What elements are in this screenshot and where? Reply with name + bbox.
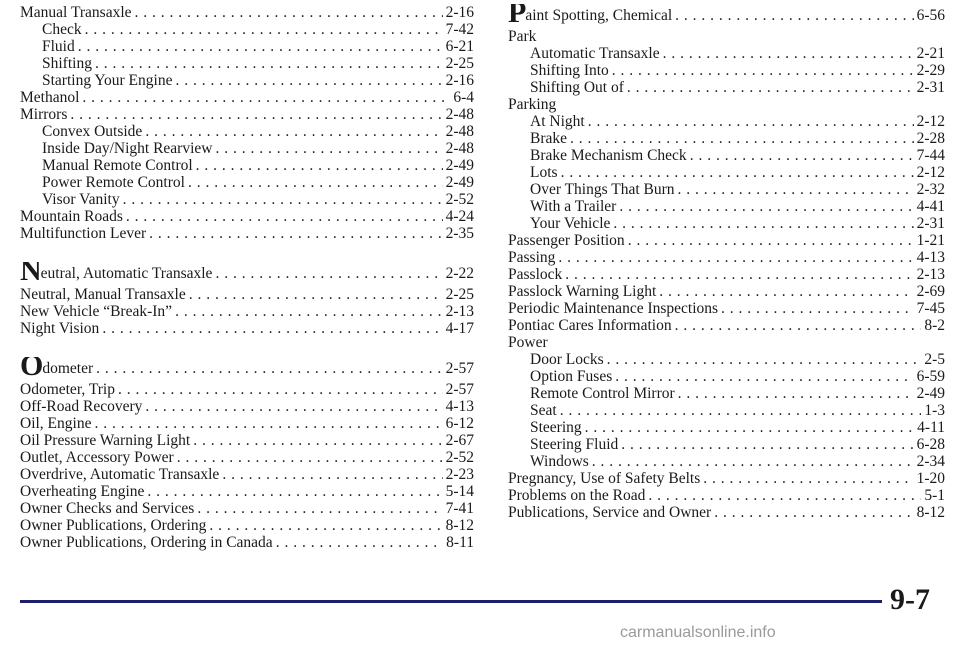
- entry-page-ref[interactable]: 2-12: [916, 164, 945, 181]
- entry-page-ref[interactable]: 8-2: [924, 317, 945, 334]
- entry-page-ref[interactable]: 2-31: [916, 215, 945, 232]
- entry-label-text: Manual Remote Control: [42, 157, 193, 174]
- index-entry[interactable]: [20, 55, 474, 72]
- index-entry[interactable]: [20, 415, 474, 432]
- dot-leader: [561, 164, 914, 181]
- index-entry[interactable]: [508, 470, 945, 487]
- entry-label-text: Over Things That Burn: [530, 181, 675, 198]
- entry-label: [42, 72, 172, 89]
- entry-page-ref[interactable]: 2-49: [916, 385, 945, 402]
- entry-page-ref[interactable]: 2-16: [445, 72, 474, 89]
- entry-label: [20, 286, 186, 303]
- dot-leader: [147, 483, 442, 500]
- entry-label-text: Mirrors: [20, 106, 68, 123]
- entry-page-ref[interactable]: 2-5: [924, 351, 945, 368]
- entry-label-text: Owner Checks and Services: [20, 500, 195, 517]
- entry-page-ref[interactable]: 6-59: [916, 368, 945, 385]
- entry-label: [20, 225, 146, 242]
- entry-label-text: Steering: [530, 419, 582, 436]
- entry-label-text: With a Trailer: [530, 198, 617, 215]
- entry-label: [508, 283, 656, 300]
- entry-label-text: Oil, Engine: [20, 415, 92, 432]
- index-column-left: [20, 4, 474, 551]
- entry-page-ref[interactable]: 2-49: [445, 174, 474, 191]
- index-entry[interactable]: [20, 208, 474, 225]
- dot-leader: [621, 436, 913, 453]
- dot-leader: [145, 123, 442, 140]
- entry-label-text: Night Vision: [20, 320, 100, 337]
- dot-leader: [612, 62, 914, 79]
- entry-label-text: Publications, Service and Owner: [508, 504, 712, 521]
- entry-label-text: Off-Road Recovery: [20, 398, 143, 415]
- section-initial: N: [20, 262, 41, 286]
- dot-leader: [588, 113, 914, 130]
- entry-label: [20, 357, 93, 381]
- entry-label: [20, 320, 99, 337]
- section-gap: [20, 242, 474, 262]
- index-entry[interactable]: [20, 466, 474, 483]
- entry-label-text: Inside Day/Night Rearview: [42, 140, 213, 157]
- entry-label-text: Outlet, Accessory Power: [20, 449, 174, 466]
- entry-label-text: Overdrive, Automatic Transaxle: [20, 466, 220, 483]
- entry-label-text: Shifting: [42, 55, 92, 72]
- entry-label: [508, 96, 556, 113]
- index-entry[interactable]: [20, 225, 474, 242]
- entry-label: [42, 174, 185, 191]
- entry-label-text: Park: [508, 28, 537, 45]
- index-entry[interactable]: [20, 517, 474, 534]
- index-entry[interactable]: [20, 432, 474, 449]
- entry-label-text: eutral, Automatic Transaxle: [40, 265, 213, 282]
- index-entry[interactable]: [508, 368, 945, 385]
- index-entry[interactable]: [508, 164, 945, 181]
- dot-leader: [175, 72, 442, 89]
- entry-page-ref[interactable]: 2-57: [445, 360, 474, 377]
- entry-label: [20, 208, 123, 225]
- index-entry[interactable]: [508, 215, 945, 232]
- entry-label: [42, 157, 193, 174]
- index-entry[interactable]: [20, 191, 474, 208]
- entry-label: [20, 4, 132, 21]
- index-entry[interactable]: [20, 157, 474, 174]
- dot-leader: [85, 21, 443, 38]
- entry-label: [508, 249, 555, 266]
- dot-leader: [592, 453, 914, 470]
- section-initial: P: [508, 4, 526, 28]
- entry-label: [42, 191, 120, 208]
- index-entry[interactable]: [508, 300, 945, 317]
- entry-page-ref[interactable]: 8-12: [916, 504, 945, 521]
- dot-leader: [215, 140, 442, 157]
- dot-leader: [135, 4, 443, 21]
- section-initial: O: [20, 357, 43, 381]
- entry-page-ref[interactable]: 7-41: [445, 500, 474, 517]
- entry-label-text: Fluid: [42, 38, 75, 55]
- index-entry[interactable]: [20, 123, 474, 140]
- entry-label-text: aint Spotting, Chemical: [525, 7, 673, 24]
- dot-leader: [714, 504, 913, 521]
- index-column-right: [508, 4, 945, 521]
- entry-page-ref[interactable]: 7-44: [916, 147, 945, 164]
- entry-label-text: Shifting Into: [530, 62, 609, 79]
- entry-label: [508, 4, 672, 28]
- dot-leader: [565, 266, 913, 283]
- dot-leader: [570, 130, 914, 147]
- entry-label: [508, 28, 536, 45]
- index-entry[interactable]: [20, 106, 474, 123]
- entry-page-ref[interactable]: 2-21: [916, 45, 945, 62]
- entry-label-text: Visor Vanity: [42, 191, 120, 208]
- entry-label-text: Passlock Warning Light: [508, 283, 657, 300]
- entry-label-text: Steering Fluid: [530, 436, 619, 453]
- entry-label: [530, 147, 687, 164]
- index-entry[interactable]: [20, 21, 474, 38]
- dot-leader: [94, 415, 442, 432]
- entry-label: [508, 317, 672, 334]
- dot-leader: [193, 432, 442, 449]
- entry-label: [20, 483, 144, 500]
- entry-page-ref[interactable]: 2-22: [445, 265, 474, 282]
- dot-leader: [102, 320, 442, 337]
- entry-label-text: Pregnancy, Use of Safety Belts: [508, 470, 701, 487]
- index-entry[interactable]: [508, 504, 945, 521]
- entry-label-text: Convex Outside: [42, 123, 143, 140]
- index-entry[interactable]: [508, 62, 945, 79]
- entry-label-text: Manual Transaxle: [20, 4, 132, 21]
- section-gap: [20, 337, 474, 357]
- entry-label-text: Oil Pressure Warning Light: [20, 432, 191, 449]
- index-entry[interactable]: [508, 317, 945, 334]
- entry-label: [20, 415, 91, 432]
- entry-label-text: Power: [508, 334, 548, 351]
- entry-page-ref[interactable]: 6-21: [445, 38, 474, 55]
- index-entry[interactable]: [20, 4, 474, 21]
- index-entry[interactable]: [508, 351, 945, 368]
- entry-label: [20, 534, 273, 551]
- entry-label: [530, 215, 610, 232]
- index-entry[interactable]: [508, 283, 945, 300]
- entry-page-ref[interactable]: 4-17: [445, 320, 474, 337]
- entry-page-ref[interactable]: 1-20: [916, 470, 945, 487]
- entry-label: [42, 123, 142, 140]
- entry-label-text: Remote Control Mirror: [530, 385, 675, 402]
- entry-label: [20, 449, 174, 466]
- entry-label: [530, 113, 585, 130]
- entry-label: [20, 432, 190, 449]
- index-entry[interactable]: [508, 4, 945, 28]
- index-entry[interactable]: [20, 89, 474, 106]
- index-entry[interactable]: [508, 147, 945, 164]
- entry-label-text: Your Vehicle: [530, 215, 611, 232]
- entry-page-ref[interactable]: 2-49: [445, 157, 474, 174]
- entry-page-ref[interactable]: 2-25: [445, 55, 474, 72]
- entry-label: [20, 466, 219, 483]
- entry-label-text: Overheating Engine: [20, 483, 145, 500]
- entry-label: [508, 504, 711, 521]
- entry-label: [530, 79, 624, 96]
- entry-label-text: At Night: [530, 113, 585, 130]
- footer-rule: [20, 600, 882, 603]
- dot-leader: [118, 381, 443, 398]
- entry-label-text: Brake Mechanism Check: [530, 147, 687, 164]
- entry-page-ref[interactable]: 7-45: [916, 300, 945, 317]
- entry-page-ref[interactable]: 2-57: [445, 381, 474, 398]
- entry-label-text: Lots: [530, 164, 558, 181]
- entry-label-text: Check: [42, 21, 82, 38]
- dot-leader: [678, 385, 914, 402]
- dot-leader: [196, 157, 443, 174]
- index-entry[interactable]: [508, 232, 945, 249]
- entry-label-text: Seat: [530, 402, 557, 419]
- dot-leader: [189, 286, 443, 303]
- entry-label: [42, 55, 92, 72]
- entry-label: [530, 45, 660, 62]
- entry-page-ref[interactable]: 2-67: [445, 432, 474, 449]
- entry-page-ref[interactable]: 2-32: [916, 181, 945, 198]
- entry-label: [530, 198, 616, 215]
- index-entry[interactable]: [508, 453, 945, 470]
- entry-label: [508, 300, 718, 317]
- entry-label-text: Methanol: [20, 89, 80, 106]
- dot-leader: [145, 398, 442, 415]
- dot-leader: [628, 232, 914, 249]
- entry-page-ref[interactable]: 5-14: [445, 483, 474, 500]
- entry-page-ref[interactable]: 6-56: [916, 7, 945, 24]
- entry-label-text: Power Remote Control: [42, 174, 185, 191]
- entry-label: [20, 398, 142, 415]
- index-entry[interactable]: [508, 113, 945, 130]
- entry-label-text: Passenger Position: [508, 232, 625, 249]
- dot-leader: [721, 300, 914, 317]
- index-entry[interactable]: [20, 500, 474, 517]
- dot-leader: [558, 249, 913, 266]
- index-entry[interactable]: [20, 357, 474, 381]
- dot-leader: [188, 174, 443, 191]
- dot-leader: [175, 303, 443, 320]
- entry-page-ref[interactable]: 7-42: [445, 21, 474, 38]
- entry-label-text: Shifting Out of: [530, 79, 624, 96]
- entry-label-text: Odometer, Trip: [20, 381, 115, 398]
- dot-leader: [126, 208, 443, 225]
- index-entry[interactable]: [20, 174, 474, 191]
- entry-page-ref[interactable]: 8-12: [445, 517, 474, 534]
- entry-label-text: Mountain Roads: [20, 208, 123, 225]
- entry-label-text: Passing: [508, 249, 556, 266]
- entry-label-text: Owner Publications, Ordering in Canada: [20, 534, 273, 551]
- entry-page-ref[interactable]: 8-11: [446, 534, 474, 551]
- index-entry[interactable]: [508, 419, 945, 436]
- entry-label: [20, 262, 212, 286]
- entry-label: [508, 334, 548, 351]
- index-entry[interactable]: [20, 38, 474, 55]
- dot-leader: [648, 487, 921, 504]
- index-entry[interactable]: [20, 262, 474, 286]
- entry-label-text: dometer: [42, 360, 94, 377]
- entry-page-ref[interactable]: 2-16: [445, 4, 474, 21]
- entry-page-ref[interactable]: 6-28: [916, 436, 945, 453]
- entry-page-ref[interactable]: 2-28: [916, 130, 945, 147]
- dot-leader: [619, 198, 913, 215]
- index-entry[interactable]: [508, 487, 945, 504]
- index-entry[interactable]: [508, 79, 945, 96]
- entry-label: [42, 140, 212, 157]
- entry-page-ref[interactable]: 2-48: [445, 123, 474, 140]
- entry-label: [20, 303, 172, 320]
- entry-page-ref[interactable]: 1-3: [924, 402, 945, 419]
- index-entry[interactable]: [20, 286, 474, 303]
- index-entry[interactable]: [508, 45, 945, 62]
- entry-label: [530, 181, 675, 198]
- dot-leader: [70, 106, 442, 123]
- dot-leader: [659, 283, 913, 300]
- entry-page-ref[interactable]: 4-11: [917, 419, 945, 436]
- entry-label-text: Windows: [530, 453, 589, 470]
- entry-label: [42, 21, 82, 38]
- dot-leader: [276, 534, 443, 551]
- entry-label: [42, 38, 75, 55]
- entry-page-ref[interactable]: 2-52: [445, 191, 474, 208]
- entry-label-text: Starting Your Engine: [42, 72, 173, 89]
- entry-page-ref[interactable]: 2-69: [916, 283, 945, 300]
- entry-page-ref[interactable]: 2-35: [445, 225, 474, 242]
- entry-label: [508, 266, 562, 283]
- entry-label: [508, 232, 625, 249]
- entry-label-text: Neutral, Manual Transaxle: [20, 286, 186, 303]
- entry-label: [530, 402, 557, 419]
- entry-page-ref[interactable]: 1-21: [916, 232, 945, 249]
- dot-leader: [209, 517, 442, 534]
- dot-leader: [585, 419, 915, 436]
- entry-label-text: Pontiac Cares Information: [508, 317, 672, 334]
- index-entry[interactable]: [20, 303, 474, 320]
- dot-leader: [222, 466, 442, 483]
- entry-label: [530, 351, 604, 368]
- index-entry[interactable]: [508, 249, 945, 266]
- entry-page-ref[interactable]: 2-48: [445, 140, 474, 157]
- entry-page-ref[interactable]: 6-12: [445, 415, 474, 432]
- entry-page-ref[interactable]: 2-48: [445, 106, 474, 123]
- dot-leader: [703, 470, 913, 487]
- entry-label-text: Multifunction Lever: [20, 225, 147, 242]
- dot-leader: [149, 225, 442, 242]
- entry-page-ref[interactable]: 4-13: [916, 249, 945, 266]
- entry-label-text: Automatic Transaxle: [530, 45, 660, 62]
- entry-page-ref[interactable]: 4-41: [916, 198, 945, 215]
- entry-page-ref[interactable]: 2-29: [916, 62, 945, 79]
- entry-label: [530, 164, 558, 181]
- entry-page-ref[interactable]: 2-23: [445, 466, 474, 483]
- entry-page-ref[interactable]: 5-1: [924, 487, 945, 504]
- dot-leader: [607, 351, 922, 368]
- entry-label: [20, 500, 194, 517]
- index-entry[interactable]: [508, 130, 945, 147]
- entry-page-ref[interactable]: 2-31: [916, 79, 945, 96]
- dot-leader: [123, 191, 443, 208]
- index-heading: [508, 96, 945, 113]
- entry-label: [530, 453, 589, 470]
- dot-leader: [690, 147, 914, 164]
- entry-label-text: New Vehicle “Break-In”: [20, 303, 173, 320]
- index-entry[interactable]: [20, 449, 474, 466]
- dot-leader: [177, 449, 443, 466]
- dot-leader: [627, 79, 914, 96]
- entry-label: [20, 517, 206, 534]
- entry-page-ref[interactable]: 2-25: [445, 286, 474, 303]
- entry-label-text: Parking: [508, 96, 557, 113]
- entry-label-text: Brake: [530, 130, 568, 147]
- index-heading: [508, 334, 945, 351]
- dot-leader: [615, 368, 913, 385]
- entry-page-ref[interactable]: 4-13: [445, 398, 474, 415]
- entry-label-text: Option Fuses: [530, 368, 613, 385]
- index-entry[interactable]: [20, 483, 474, 500]
- entry-page-ref[interactable]: 2-34: [916, 453, 945, 470]
- entry-label: [508, 487, 645, 504]
- index-entry[interactable]: [508, 436, 945, 453]
- entry-page-ref[interactable]: 4-24: [445, 208, 474, 225]
- entry-label: [530, 62, 609, 79]
- entry-label: [530, 385, 675, 402]
- dot-leader: [82, 89, 450, 106]
- entry-page-ref[interactable]: 6-4: [453, 89, 474, 106]
- index-entry[interactable]: [508, 266, 945, 283]
- dot-leader: [663, 45, 914, 62]
- entry-label: [20, 106, 67, 123]
- entry-label-text: Problems on the Road: [508, 487, 646, 504]
- index-heading: [508, 28, 945, 45]
- index-entry[interactable]: [508, 198, 945, 215]
- index-entry[interactable]: [20, 72, 474, 89]
- dot-leader: [678, 181, 914, 198]
- index-entry[interactable]: [20, 398, 474, 415]
- dot-leader: [78, 38, 443, 55]
- entry-label: [530, 436, 618, 453]
- index-entry[interactable]: [20, 140, 474, 157]
- dot-leader: [675, 4, 913, 28]
- entry-label: [508, 470, 700, 487]
- dot-leader: [613, 215, 913, 232]
- entry-label: [530, 368, 612, 385]
- entry-label: [20, 381, 115, 398]
- index-entry[interactable]: [20, 381, 474, 398]
- dot-leader: [197, 500, 442, 517]
- entry-label-text: Door Locks: [530, 351, 604, 368]
- entry-label-text: Periodic Maintenance Inspections: [508, 300, 719, 317]
- entry-page-ref[interactable]: 2-13: [445, 303, 474, 320]
- dot-leader: [675, 317, 922, 334]
- dot-leader: [560, 402, 922, 419]
- index-entry[interactable]: [20, 320, 474, 337]
- dot-leader: [215, 262, 442, 286]
- entry-page-ref[interactable]: 2-13: [916, 266, 945, 283]
- index-entry[interactable]: [508, 385, 945, 402]
- watermark-text: carmanualsonline.info: [620, 624, 776, 641]
- entry-label-text: Owner Publications, Ordering: [20, 517, 207, 534]
- entry-page-ref[interactable]: 2-52: [445, 449, 474, 466]
- index-entry[interactable]: [20, 534, 474, 551]
- entry-page-ref[interactable]: 2-12: [916, 113, 945, 130]
- entry-label: [530, 130, 567, 147]
- page-number: 9-7: [890, 583, 930, 616]
- index-entry[interactable]: [508, 402, 945, 419]
- entry-label: [530, 419, 582, 436]
- dot-leader: [95, 55, 443, 72]
- index-entry[interactable]: [508, 181, 945, 198]
- dot-leader: [96, 357, 442, 381]
- entry-label-text: Passlock: [508, 266, 563, 283]
- entry-label: [20, 89, 79, 106]
